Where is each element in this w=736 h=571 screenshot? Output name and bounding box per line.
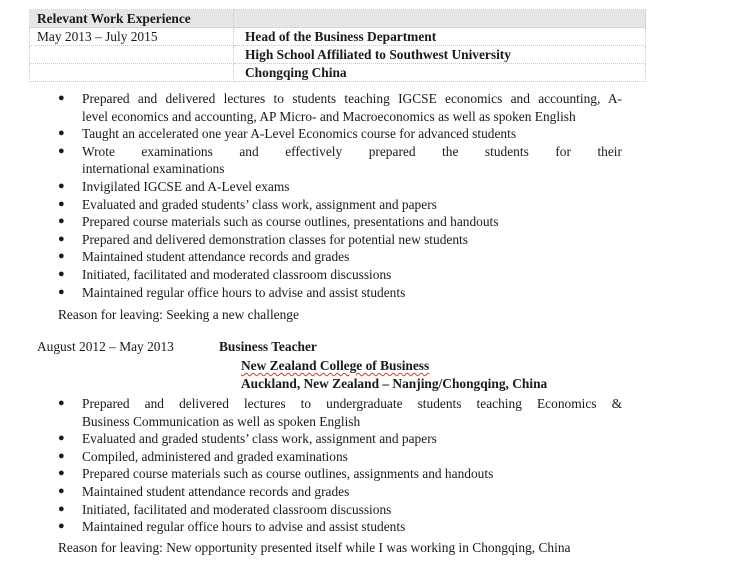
list-item-text: Prepared and delivered lectures to students teaching IGCSE economics and accounting, A- (82, 91, 622, 106)
job1-empty-cell-2 (30, 46, 234, 64)
job2-location: Auckland, New Zealand – Nanjing/Chongqing, China (241, 376, 548, 391)
list-item (0, 143, 622, 178)
list-item (0, 284, 622, 302)
list-item-text: Business Communication as well as spoken English (82, 413, 361, 429)
list-item-text: Prepared and delivered lectures to undergraduate students teaching Economics & (82, 396, 622, 411)
list-item-text: Evaluated and graded students’ class work, assignment and papers (82, 431, 437, 447)
list-item-text: Wrote examinations and effectively prepared the students for their (82, 143, 622, 159)
section-header-empty-cell (234, 10, 646, 28)
bullet-icon: ● (58, 484, 65, 497)
bullet-icon: ● (58, 432, 65, 445)
job2-duties-list (0, 395, 622, 536)
section-title: Relevant Work Experience (30, 10, 234, 28)
bullet-icon: ● (58, 397, 65, 409)
bullet-icon: ● (58, 232, 65, 245)
list-item-text: Prepared course materials such as course outlines, presentations and handouts (82, 214, 499, 230)
list-item-text: Initiated, facilitated and moderated classroom discussions (82, 501, 392, 517)
job1-employer: High School Affiliated to Southwest University (234, 46, 646, 64)
bullet-icon: ● (58, 92, 65, 104)
job1-duties-list (0, 90, 622, 301)
list-item-text: Prepared course materials such as course outlines, assignments and handouts (82, 466, 494, 482)
list-item-text: Invigilated IGCSE and A-Level exams (82, 178, 290, 194)
list-item (0, 178, 622, 196)
bullet-icon: ● (58, 179, 65, 192)
list-item-text: Maintained regular office hours to advise and assist students (82, 519, 406, 535)
bullet-icon: ● (58, 197, 65, 210)
list-item (0, 465, 622, 483)
bullet-icon: ● (58, 267, 65, 280)
list-item-text: Maintained student attendance records and grades (82, 483, 350, 499)
list-item-text: Evaluated and graded students’ class work, assignment and papers (82, 196, 437, 212)
list-item (0, 231, 622, 249)
list-item-text: Compiled, administered and graded examinations (82, 448, 348, 464)
list-item-text: Taught an accelerated one year A-Level Economics course for advanced students (82, 126, 517, 142)
job1-position: Head of the Business Department (234, 28, 646, 46)
job2-employer-text: New Zealand College of Business (241, 358, 430, 373)
bullet-icon: ● (58, 144, 65, 157)
bullet-icon: ● (58, 502, 65, 515)
bullet-icon: ● (58, 250, 65, 263)
list-item (0, 125, 622, 143)
list-item-text: level economics and accounting, AP Micro- and Macroeconomics as well as spoken English (82, 108, 576, 124)
bullet-icon: ● (58, 467, 65, 480)
list-item (0, 501, 622, 519)
list-item (0, 90, 622, 125)
bullet-icon: ● (58, 285, 65, 298)
list-item (0, 248, 622, 266)
list-item (0, 196, 622, 214)
bullet-icon: ● (58, 520, 65, 533)
list-item-text: Maintained regular office hours to advise and assist students (82, 284, 406, 300)
job2-employer (241, 358, 429, 374)
section-header-row (30, 10, 646, 28)
experience-header-table (29, 9, 646, 82)
list-item (0, 213, 622, 231)
job1-location: Chongqing China (234, 64, 646, 82)
job2-dates: August 2012 – May 2013 (37, 339, 174, 354)
job1-empty-cell-3 (30, 64, 234, 82)
job1-dates: May 2013 – July 2015 (30, 28, 234, 46)
list-item (0, 448, 622, 466)
list-item (0, 518, 622, 536)
job2-reason: Reason for leaving: New opportunity presented itself while I was working in Chongqing, China (58, 540, 571, 555)
list-item-text: international examinations (82, 161, 225, 177)
bullet-icon: ● (58, 449, 65, 462)
list-item (0, 266, 622, 284)
list-item-text: Prepared and delivered demonstration classes for potential new students (82, 231, 468, 247)
job2-position: Business Teacher (219, 339, 317, 354)
list-item-text: Initiated, facilitated and moderated classroom discussions (82, 266, 392, 282)
bullet-icon: ● (58, 215, 65, 228)
list-item (0, 483, 622, 501)
job1-row-3 (30, 64, 646, 82)
list-item-text: Maintained student attendance records and grades (82, 249, 350, 265)
list-item (0, 430, 622, 448)
list-item (0, 395, 622, 430)
job1-reason: Reason for leaving: Seeking a new challenge (58, 307, 299, 322)
bullet-icon: ● (58, 127, 65, 140)
job1-row-2 (30, 46, 646, 64)
job1-row-1 (30, 28, 646, 46)
